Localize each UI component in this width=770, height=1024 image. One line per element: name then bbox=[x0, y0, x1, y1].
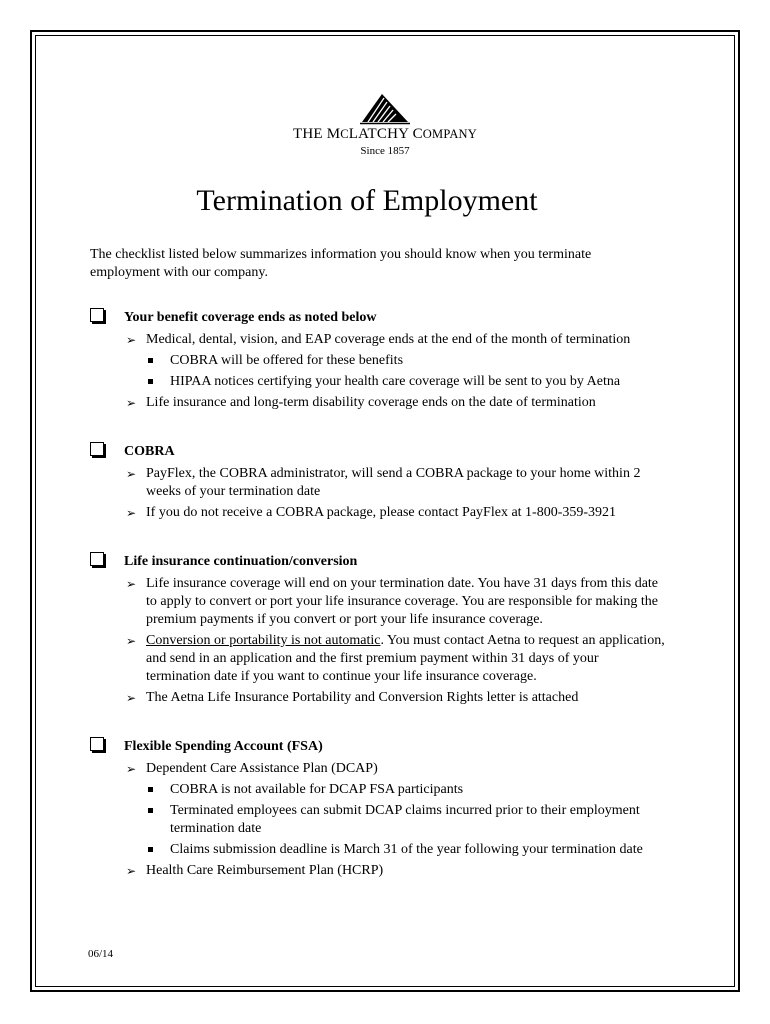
section-title: Your benefit coverage ends as noted below bbox=[124, 310, 377, 325]
square-bullet-icon bbox=[148, 379, 153, 384]
arrow-bullet-icon: ➢ bbox=[126, 333, 137, 347]
arrow-bullet-icon: ➢ bbox=[126, 864, 137, 878]
section-benefit-coverage bbox=[90, 308, 690, 412]
arrow-bullet-icon: ➢ bbox=[126, 634, 137, 648]
page-title: Termination of Employment bbox=[196, 184, 538, 217]
checkbox-icon[interactable] bbox=[90, 737, 104, 751]
arrow-bullet-icon: ➢ bbox=[126, 762, 137, 776]
arrow-bullet-icon: ➢ bbox=[126, 396, 137, 410]
list-item: ➢ If you do not receive a COBRA package, please contact PayFlex at 1-800-359-3921 bbox=[126, 505, 617, 520]
sub-list-item: Claims submission deadline is March 31 of the year following your termination date bbox=[170, 841, 665, 859]
list-item: ➢ The Aetna Life Insurance Portability and Conversion Rights letter is attached bbox=[126, 690, 579, 705]
arrow-bullet-icon: ➢ bbox=[126, 577, 137, 591]
revision-date: 06/14 bbox=[88, 948, 114, 960]
sub-list-item: Terminated employees can submit DCAP claims incurred prior to their employment termination date bbox=[170, 802, 680, 838]
arrow-bullet-icon: ➢ bbox=[126, 691, 137, 705]
checkbox-icon[interactable] bbox=[90, 442, 104, 456]
section-cobra bbox=[90, 442, 690, 522]
section-title: Flexible Spending Account (FSA) bbox=[124, 739, 323, 754]
list-item: ➢ Conversion or portability is not automatic. You must contact Aetna to request an application, and send in an application and the first premium payment within 31 days of your termination date if you want to continue your life insurance coverage. bbox=[126, 633, 665, 684]
list-item: ➢ Life insurance and long-term disability coverage ends on the date of termination bbox=[126, 395, 596, 410]
list-item: ➢ Life insurance coverage will end on your termination date. You have 31 days from this date to apply to convert or port your life insurance coverage. You are responsible for making the premium payments if you convert or port your life insurance coverage. bbox=[126, 576, 659, 627]
list-item: ➢ Dependent Care Assistance Plan (DCAP) bbox=[126, 761, 378, 776]
section-title: COBRA bbox=[124, 444, 175, 459]
square-bullet-icon bbox=[148, 847, 153, 852]
square-bullet-icon bbox=[148, 358, 153, 363]
checkbox-icon[interactable] bbox=[90, 552, 104, 566]
list-item: ➢ Medical, dental, vision, and EAP coverage ends at the end of the month of termination bbox=[126, 332, 631, 347]
sub-list-item: COBRA will be offered for these benefits bbox=[170, 352, 690, 370]
list-item: ➢ PayFlex, the COBRA administrator, will send a COBRA package to your home within 2 weeks of your termination date bbox=[126, 466, 641, 499]
arrow-bullet-icon: ➢ bbox=[126, 467, 137, 481]
sub-list-item: COBRA is not available for DCAP FSA participants bbox=[170, 781, 680, 799]
square-bullet-icon bbox=[148, 808, 153, 813]
section-title: Life insurance continuation/conversion bbox=[124, 554, 358, 569]
section-fsa bbox=[90, 737, 690, 880]
square-bullet-icon bbox=[148, 787, 153, 792]
list-item: ➢ Health Care Reimbursement Plan (HCRP) bbox=[126, 863, 384, 878]
section-life-insurance bbox=[90, 552, 690, 707]
sub-list-item: HIPAA notices certifying your health care coverage will be sent to you by Aetna bbox=[170, 373, 690, 391]
company-name: THE MCLATCHY COMPANY bbox=[292, 126, 478, 142]
checkbox-icon[interactable] bbox=[90, 308, 104, 322]
intro-paragraph: The checklist listed below summarizes information you should know when you terminate employment with our company. bbox=[90, 247, 592, 280]
mcclatchy-logo-icon bbox=[360, 92, 410, 126]
company-since: Since 1857 bbox=[360, 145, 410, 157]
arrow-bullet-icon: ➢ bbox=[126, 506, 137, 520]
